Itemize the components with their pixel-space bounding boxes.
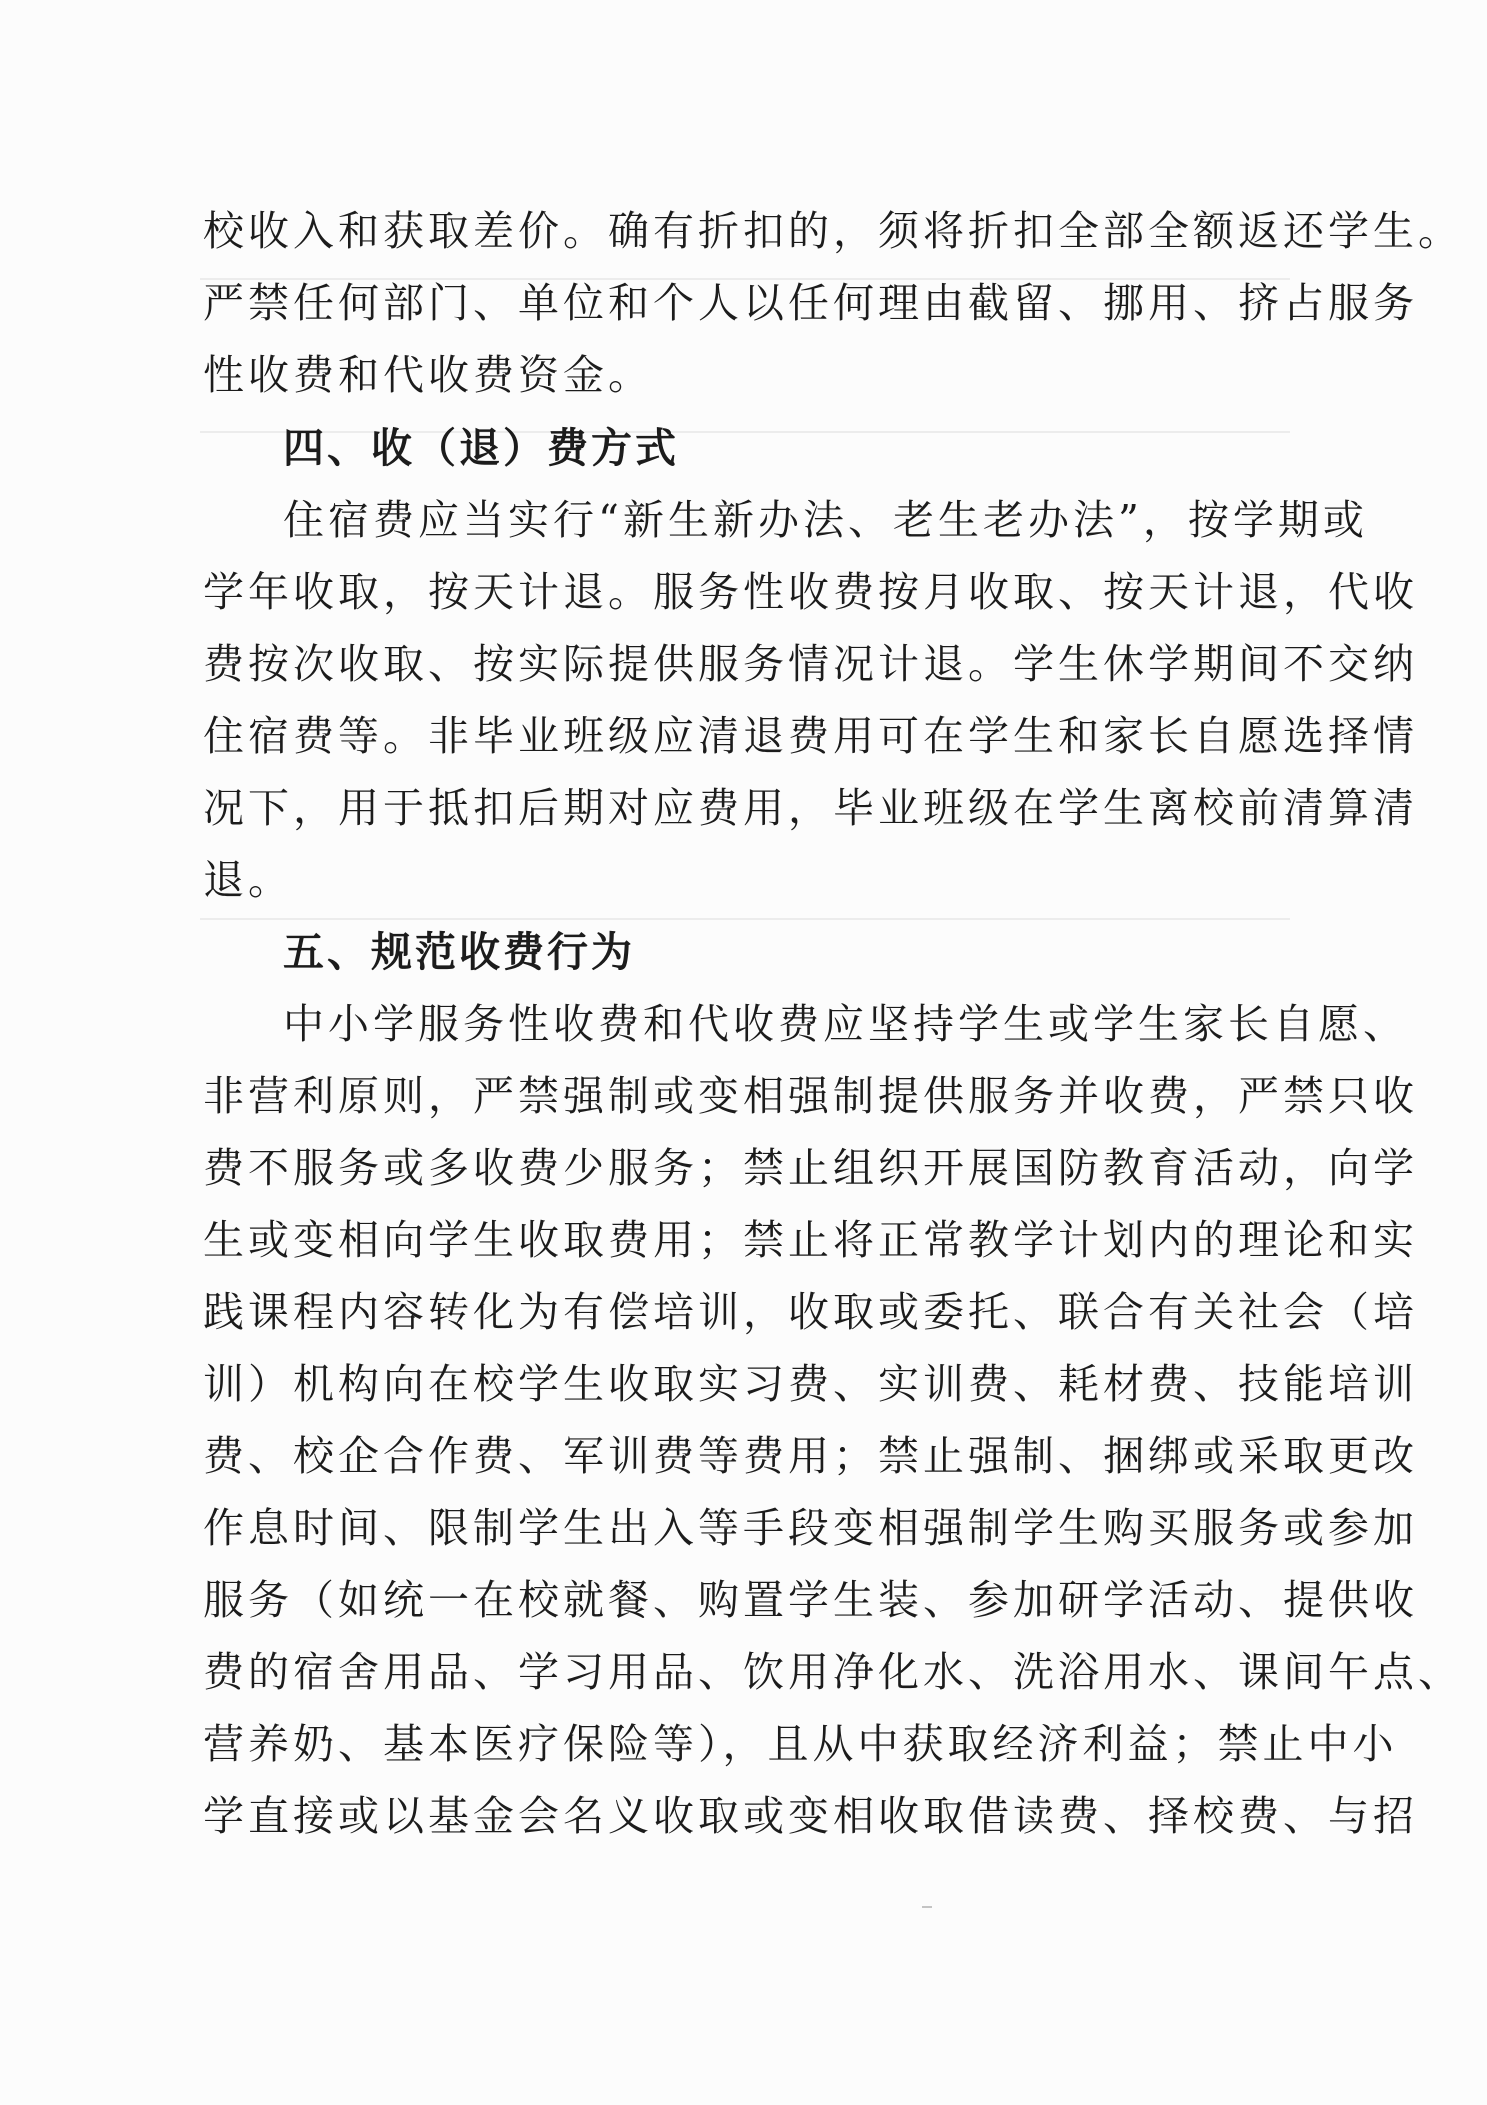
body-line: 作息时间、限制学生出入等手段变相强制学生购买服务或参加 [203,1504,1418,1552]
section-heading: 四、收（退）费方式 [283,424,679,472]
body-line: 营养奶、基本医疗保险等），且从中获取经济利益；禁止中小 [203,1720,1398,1768]
body-line: 费按次收取、按实际提供服务情况计退。学生休学期间不交纳 [203,640,1418,688]
body-line: 非营利原则，严禁强制或变相强制提供服务并收费，严禁只收 [203,1072,1418,1120]
scan-mark [922,1906,932,1908]
body-line: 学直接或以基金会名义收取或变相收取借读费、择校费、与招 [203,1792,1418,1840]
body-line: 严禁任何部门、单位和个人以任何理由截留、挪用、挤占服务 [203,279,1418,327]
body-line: 校收入和获取差价。确有折扣的，须将折扣全部全额返还学生。 [203,207,1463,255]
body-line: 住宿费应当实行“新生新办法、老生老办法”，按学期或 [283,496,1368,544]
body-line: 费不服务或多收费少服务；禁止组织开展国防教育活动，向学 [203,1144,1418,1192]
body-line: 住宿费等。非毕业班级应清退费用可在学生和家长自愿选择情 [203,712,1418,760]
body-line: 退。 [203,856,293,904]
body-line: 费的宿舍用品、学习用品、饮用净化水、洗浴用水、课间午点、 [203,1648,1463,1696]
bleed-through-line [200,918,1290,920]
body-line: 生或变相向学生收取费用；禁止将正常教学计划内的理论和实 [203,1216,1418,1264]
body-line: 费、校企合作费、军训费等费用；禁止强制、捆绑或采取更改 [203,1432,1418,1480]
body-line: 学年收取，按天计退。服务性收费按月收取、按天计退，代收 [203,568,1418,616]
body-line: 性收费和代收费资金。 [203,351,653,399]
body-line: 中小学服务性收费和代收费应坚持学生或学生家长自愿、 [283,1000,1408,1048]
body-line: 况下，用于抵扣后期对应费用，毕业班级在学生离校前清算清 [203,784,1418,832]
section-heading: 五、规范收费行为 [283,928,635,976]
body-line: 训）机构向在校学生收取实习费、实训费、耗材费、技能培训 [203,1360,1418,1408]
body-line: 服务（如统一在校就餐、购置学生装、参加研学活动、提供收 [203,1576,1418,1624]
body-line: 践课程内容转化为有偿培训，收取或委托、联合有关社会（培 [203,1288,1418,1336]
